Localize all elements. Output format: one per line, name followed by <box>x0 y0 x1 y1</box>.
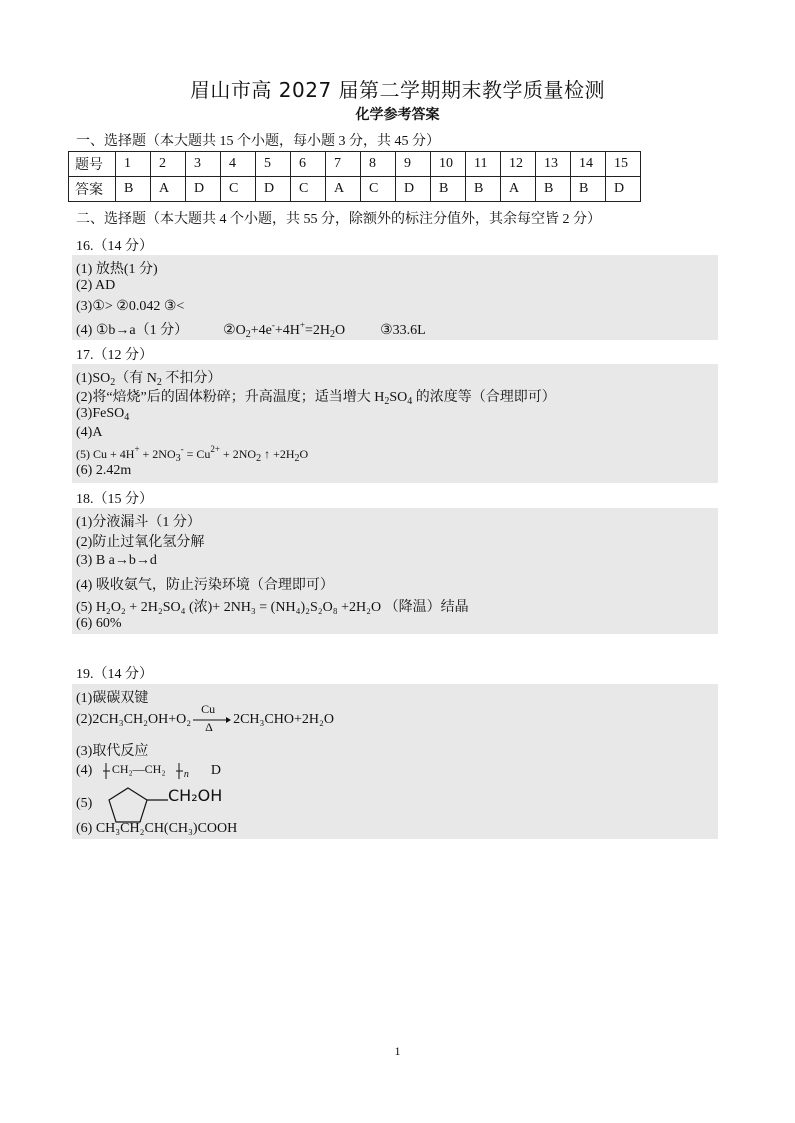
table-cell: 15 <box>606 152 641 177</box>
q18-answer-block <box>72 508 718 634</box>
q19-line1: (1)碳碳双键 <box>76 691 149 706</box>
q19-line6: (6) CH₃CH₂CH(CH₃)COOH <box>76 821 238 836</box>
q16-line3: (3)①> ②0.042 ③< <box>76 299 185 314</box>
table-cell: D <box>256 177 291 202</box>
q16-line4-part1: (4) ①b→a（1 分） <box>76 323 189 338</box>
q17-line1: $(1)SO_2$（有 $N_2$ 不扣分） <box>76 371 222 388</box>
q16-line4 <box>76 319 426 340</box>
q16-line2: (2) AD <box>76 278 116 293</box>
table-cell: C <box>221 177 256 202</box>
q17-header: 17.（12 分） <box>76 348 153 363</box>
table-cell: 9 <box>396 152 431 177</box>
q18-line2: (2)防止过氧化氢分解 <box>76 535 205 550</box>
q17-line4: (4)A <box>76 425 103 440</box>
table-cell: D <box>396 177 431 202</box>
q19-line3: (3)取代反应 <box>76 744 149 759</box>
table-cell: B <box>466 177 501 202</box>
table-cell: 5 <box>256 152 291 177</box>
q18-line6: (6) 60% <box>76 616 122 631</box>
table-cell: 13 <box>536 152 571 177</box>
table-cell: B <box>431 177 466 202</box>
table-cell: C <box>361 177 396 202</box>
page-number: 1 <box>394 1044 401 1058</box>
q17-line5: (5) $Cu + 4H^+ + 2NO_3^- = Cu^{2+} + 2NO_2$ ↑ $+2H_2O$ <box>76 444 309 464</box>
table-cell: 7 <box>326 152 361 177</box>
table-cell: 10 <box>431 152 466 177</box>
table-cell: A <box>326 177 361 202</box>
table-row-numbers <box>69 152 641 177</box>
table-cell: D <box>606 177 641 202</box>
q19-header: 19.（14 分） <box>76 667 153 682</box>
q16-header: 16.（14 分） <box>76 239 153 254</box>
table-cell: C <box>291 177 326 202</box>
table-cell: 8 <box>361 152 396 177</box>
q19-line2: (2)2CH₃CH₂OH+O₂ Cu Δ 2CH₃CHO+2H₂O <box>76 702 334 734</box>
q18-line1: (1)分液漏斗（1 分） <box>76 515 201 530</box>
table-cell: A <box>151 177 186 202</box>
table-cell: B <box>571 177 606 202</box>
table-cell: 3 <box>186 152 221 177</box>
table-cell: B <box>536 177 571 202</box>
polyethylene-formula: CH₂—CH₂ n <box>102 761 194 781</box>
q19-line4: (4) CH₂—CH₂ n D <box>76 761 221 781</box>
table-cell: 1 <box>116 152 151 177</box>
table-row-label: 答案 <box>69 177 116 202</box>
table-cell: 4 <box>221 152 256 177</box>
table-cell: B <box>116 177 151 202</box>
table-cell: 11 <box>466 152 501 177</box>
q18-line3: (3) B a→b→d <box>76 553 157 568</box>
table-cell: A <box>501 177 536 202</box>
page-subtitle: 化学参考答案 <box>355 107 440 123</box>
answer-table <box>68 151 641 202</box>
q18-header: 18.（15 分） <box>76 492 153 507</box>
table-row-answers <box>69 177 641 202</box>
q16-line4-part3: ③33.6L <box>380 323 426 338</box>
q17-line2: (2)将“焙烧”后的固体粉碎；升高温度；适当增大 $H_2SO_4$ 的浓度等（合理即可） <box>76 390 556 407</box>
table-cell: D <box>186 177 221 202</box>
q18-line5: (5) H₂O₂ + 2H₂SO₄ (浓)+ 2NH₃ = (NH₄)₂S₂O₈ +2H₂O （降温）结晶 <box>76 600 469 615</box>
q16-line1: (1) 放热(1 分) <box>76 262 158 277</box>
section2-heading: 二、选择题（本大题共 4 个小题，共 55 分，除额外的标注分值外，其余每空皆 2 分） <box>76 212 601 227</box>
reaction-condition-arrow: Cu Δ <box>193 706 231 734</box>
page-title: 眉山市高 2027 届第二学期期末教学质量检测 <box>189 78 606 102</box>
table-cell: 12 <box>501 152 536 177</box>
section1-heading: 一、选择题（本大题共 15 个小题，每小题 3 分，共 45 分） <box>76 134 440 149</box>
table-cell: 6 <box>291 152 326 177</box>
q17-line6: (6) 2.42m <box>76 463 132 478</box>
q16-line4-part2: $②O_2+4e^-+4H^+=2H_2O$ <box>223 320 346 340</box>
table-row-label: 题号 <box>69 152 116 177</box>
table-cell: 2 <box>151 152 186 177</box>
q17-answer-block <box>72 364 718 483</box>
q18-line4: (4) 吸收氨气，防止污染环境（合理即可） <box>76 578 334 593</box>
q16-answer-block <box>72 255 718 340</box>
q17-line3: (3)FeSO$_4$ <box>76 406 130 423</box>
q19-answer-block: (1)碳碳双键 (2)2CH₃CH₂OH+O₂ Cu Δ 2CH₃CHO+2H₂O (3)取代反应 (4) CH₂—CH₂ n D (5) CH₂OH (6) CH₃CH₂CH(CH₃)COOH <box>72 684 718 839</box>
table-cell: 14 <box>571 152 606 177</box>
